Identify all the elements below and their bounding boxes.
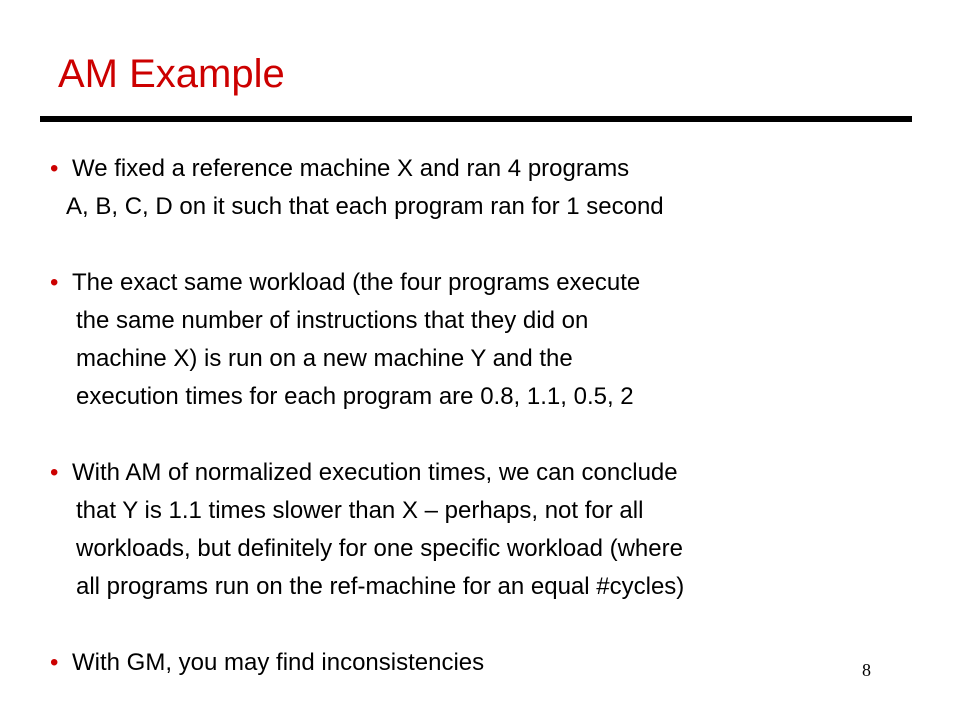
slide-title: AM Example	[58, 52, 285, 96]
page-number: 8	[862, 660, 871, 680]
bullet-mark: •	[50, 269, 59, 296]
bullet-item-3	[50, 454, 910, 606]
bullet-2-line-4: execution times for each program are 0.8, 1.1, 0.5, 2	[76, 383, 634, 410]
bullet-1-line-2: A, B, C, D on it such that each program ran for 1 second	[66, 193, 664, 220]
bullet-3-line-4: all programs run on the ref-machine for an equal #cycles)	[76, 573, 685, 600]
bullet-2-line-1: The exact same workload (the four programs execute	[72, 269, 641, 296]
bullet-2-line-3: machine X) is run on a new machine Y and the	[76, 345, 573, 372]
title-divider	[40, 116, 912, 122]
bullet-mark: •	[50, 459, 59, 486]
bullet-1-line-1: We fixed a reference machine X and ran 4 programs	[72, 155, 630, 182]
bullet-2-line-2: the same number of instructions that they did on	[76, 307, 589, 334]
bullet-item-1	[50, 150, 910, 226]
bullet-3-line-3: workloads, but definitely for one specific workload (where	[76, 535, 683, 562]
bullet-item-4	[50, 644, 910, 682]
bullet-4-line-1: With GM, you may find inconsistencies	[72, 649, 485, 676]
bullet-3-line-2: that Y is 1.1 times slower than X – perhaps, not for all	[76, 497, 644, 524]
bullet-mark: •	[50, 155, 59, 182]
bullet-list	[50, 150, 910, 720]
bullet-3-line-1: With AM of normalized execution times, we can conclude	[72, 459, 678, 486]
bullet-mark: •	[50, 649, 59, 676]
bullet-item-2	[50, 264, 910, 416]
